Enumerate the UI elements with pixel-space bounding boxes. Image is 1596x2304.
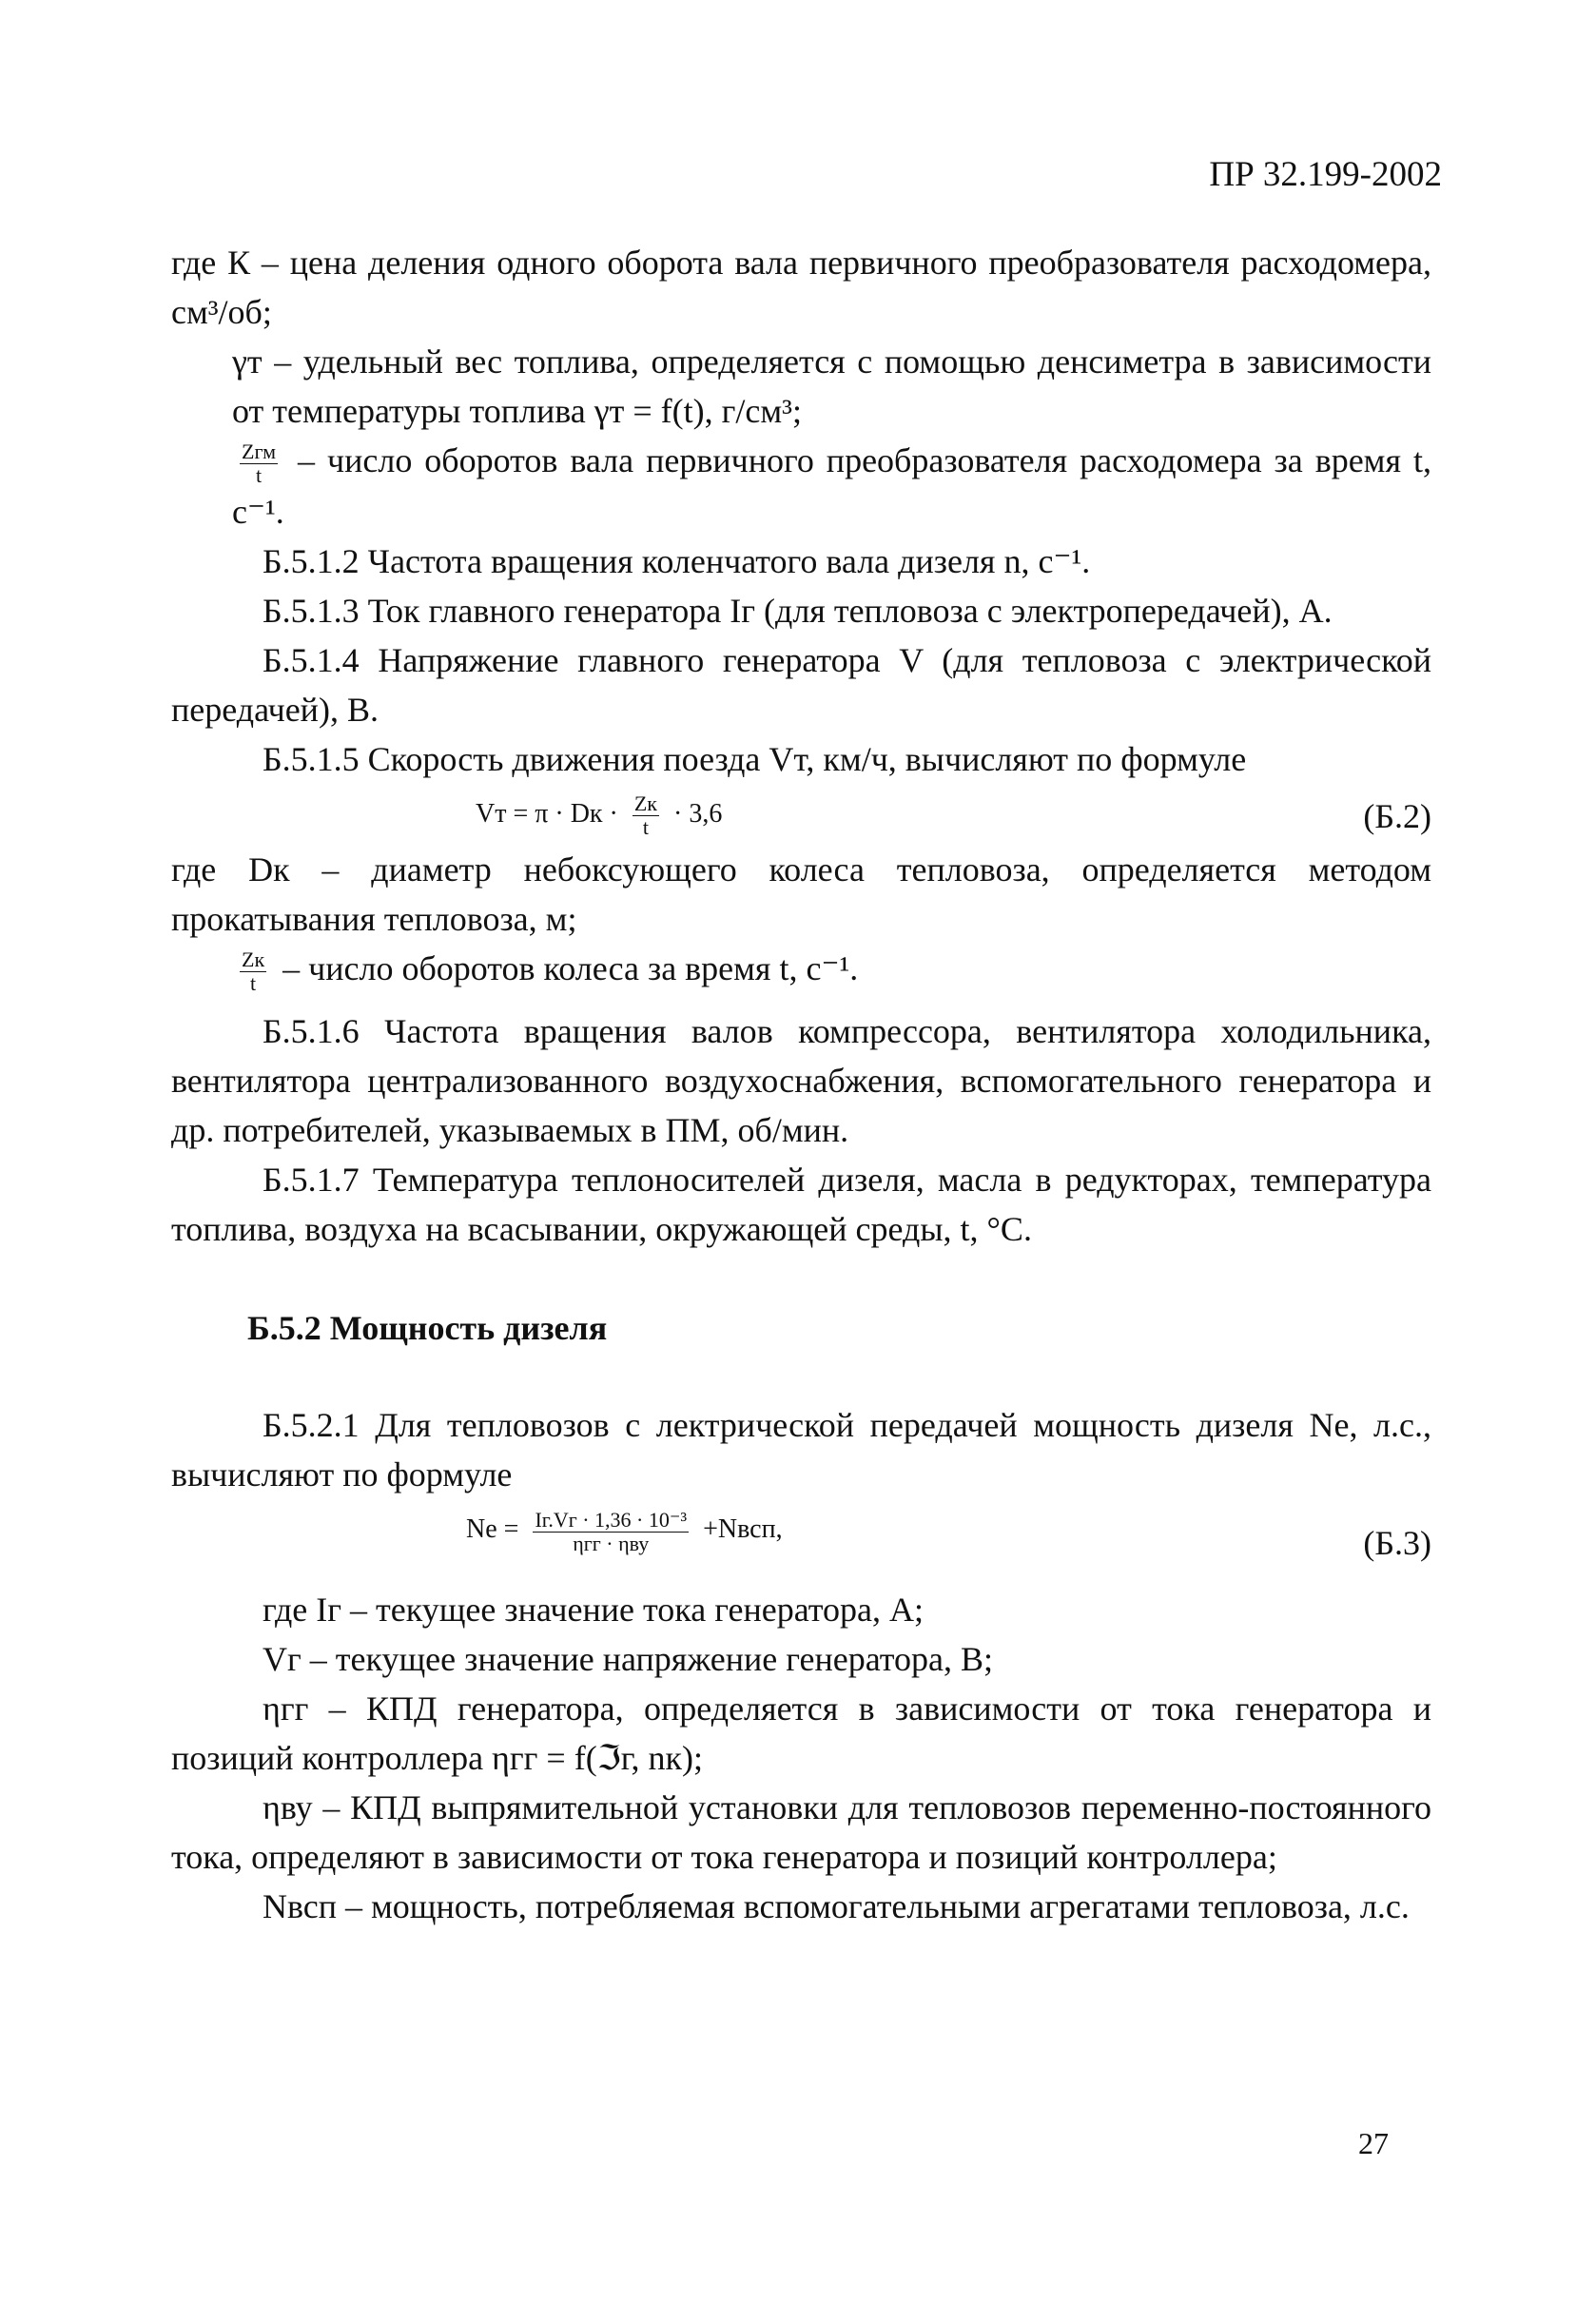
paragraph-b5-1-2: Б.5.1.2 Частота вращения коленчатого вала дизеля n, с⁻¹.: [263, 542, 1091, 581]
paragraph-text: – число оборотов вала первичного преобразователя расходомера за время t, с⁻¹.: [232, 441, 1431, 532]
fraction-denominator: t: [642, 815, 649, 840]
formula-fraction: [533, 1509, 689, 1555]
formula-left: Vт = π · Dк ·: [476, 799, 618, 830]
formula-b2: [171, 784, 1431, 845]
fraction-zk: [240, 948, 266, 995]
document-code: ПР 32.199-2002: [1209, 155, 1442, 194]
fraction-denominator: t: [250, 971, 257, 996]
formula-fraction: [633, 792, 659, 839]
paragraph-b5-1-3: Б.5.1.3 Ток главного генератора Iг (для тепловоза с электропередачей), А.: [263, 592, 1333, 631]
fraction-numerator: Iг.Vг · 1,36 · 10⁻³: [535, 1507, 688, 1532]
paragraph-zk-definition: [171, 944, 1431, 995]
paragraph-k-definition: где К – цена деления одного оборота вала первичного преобразователя расходомера, см³/об;: [171, 244, 1431, 331]
paragraph-b5-1-4: Б.5.1.4 Напряжение главного генератора V (для тепловоза с электрической передачей), В.: [171, 641, 1431, 730]
formula-left: Nе =: [466, 1514, 519, 1545]
paragraph-vg-definition: Vг – текущее значение напряжение генератора, В;: [263, 1640, 994, 1679]
formula-number: (Б.3): [1363, 1524, 1431, 1563]
paragraph-gamma-definition: γт – удельный вес топлива, определяется с помощью денсиметра в зависимости от температуры топлива γт = f(t), г/см³;: [232, 342, 1431, 430]
formula-expression: [476, 790, 722, 839]
fraction-zgm: [240, 440, 278, 487]
fraction-denominator: ηгг · ηву: [573, 1531, 650, 1555]
document-body: [171, 238, 1431, 1931]
section-title: Б.5.2 Мощность дизеля: [247, 1309, 608, 1348]
fraction-numerator: Zк: [242, 947, 265, 972]
page-number: 27: [1358, 2126, 1389, 2160]
formula-right: +Nвсп,: [703, 1514, 783, 1545]
paragraph-b5-1-5: Б.5.1.5 Скорость движения поезда Vт, км/ч, вычисляют по формуле: [263, 740, 1247, 779]
paragraph-eta-gg-definition: ηгг – КПД генератора, определяется в зависимости от тока генератора и позиций контроллера ηгг = f(ℑг, nк);: [171, 1689, 1431, 1778]
paragraph-ig-definition: где Iг – текущее значение тока генератора, А;: [263, 1591, 924, 1630]
paragraph-b5-1-7: Б.5.1.7 Температура теплоносителей дизеля, масла в редукторах, температура топлива, воздуха на всасывании, окружающей среды, t, °С.: [171, 1161, 1431, 1249]
paragraph-dk-definition: где Dк – диаметр небоксующего колеса тепловоза, определяется методом прокатывания тепловоза, м;: [171, 850, 1431, 939]
formula-right: · 3,6: [673, 799, 723, 830]
paragraph-zgm-definition: [171, 436, 1431, 537]
paragraph-b5-1-6: Б.5.1.6 Частота вращения валов компрессора, вентилятора холодильника, вентилятора централизованного воздухоснабжения, вспомогательного генератора и др. потребителей, указываемых в ПМ, об/мин.: [171, 1012, 1431, 1150]
formula-number: (Б.2): [1363, 797, 1431, 836]
paragraph-nvsp-definition: Nвсп – мощность, потребляемая вспомогательными агрегатами тепловоза, л.с.: [263, 1887, 1410, 1926]
fraction-numerator: Zк: [633, 791, 657, 816]
paragraph-b5-2-1: Б.5.2.1 Для тепловозов с лектрической передачей мощность дизеля Nе, л.с., вычисляют по формуле: [171, 1406, 1431, 1494]
paragraph-eta-vu-definition: ηву – КПД выпрямительной установки для тепловозов переменно-постоянного тока, определяют в зависимости от тока генератора и позиций контроллера;: [171, 1788, 1431, 1877]
formula-b3: [171, 1499, 1431, 1585]
formula-expression: [466, 1505, 783, 1554]
paragraph-text: – число оборотов колеса за время t, с⁻¹.: [274, 949, 859, 988]
fraction-denominator: t: [255, 463, 263, 488]
fraction-numerator: Zгм: [242, 439, 277, 464]
